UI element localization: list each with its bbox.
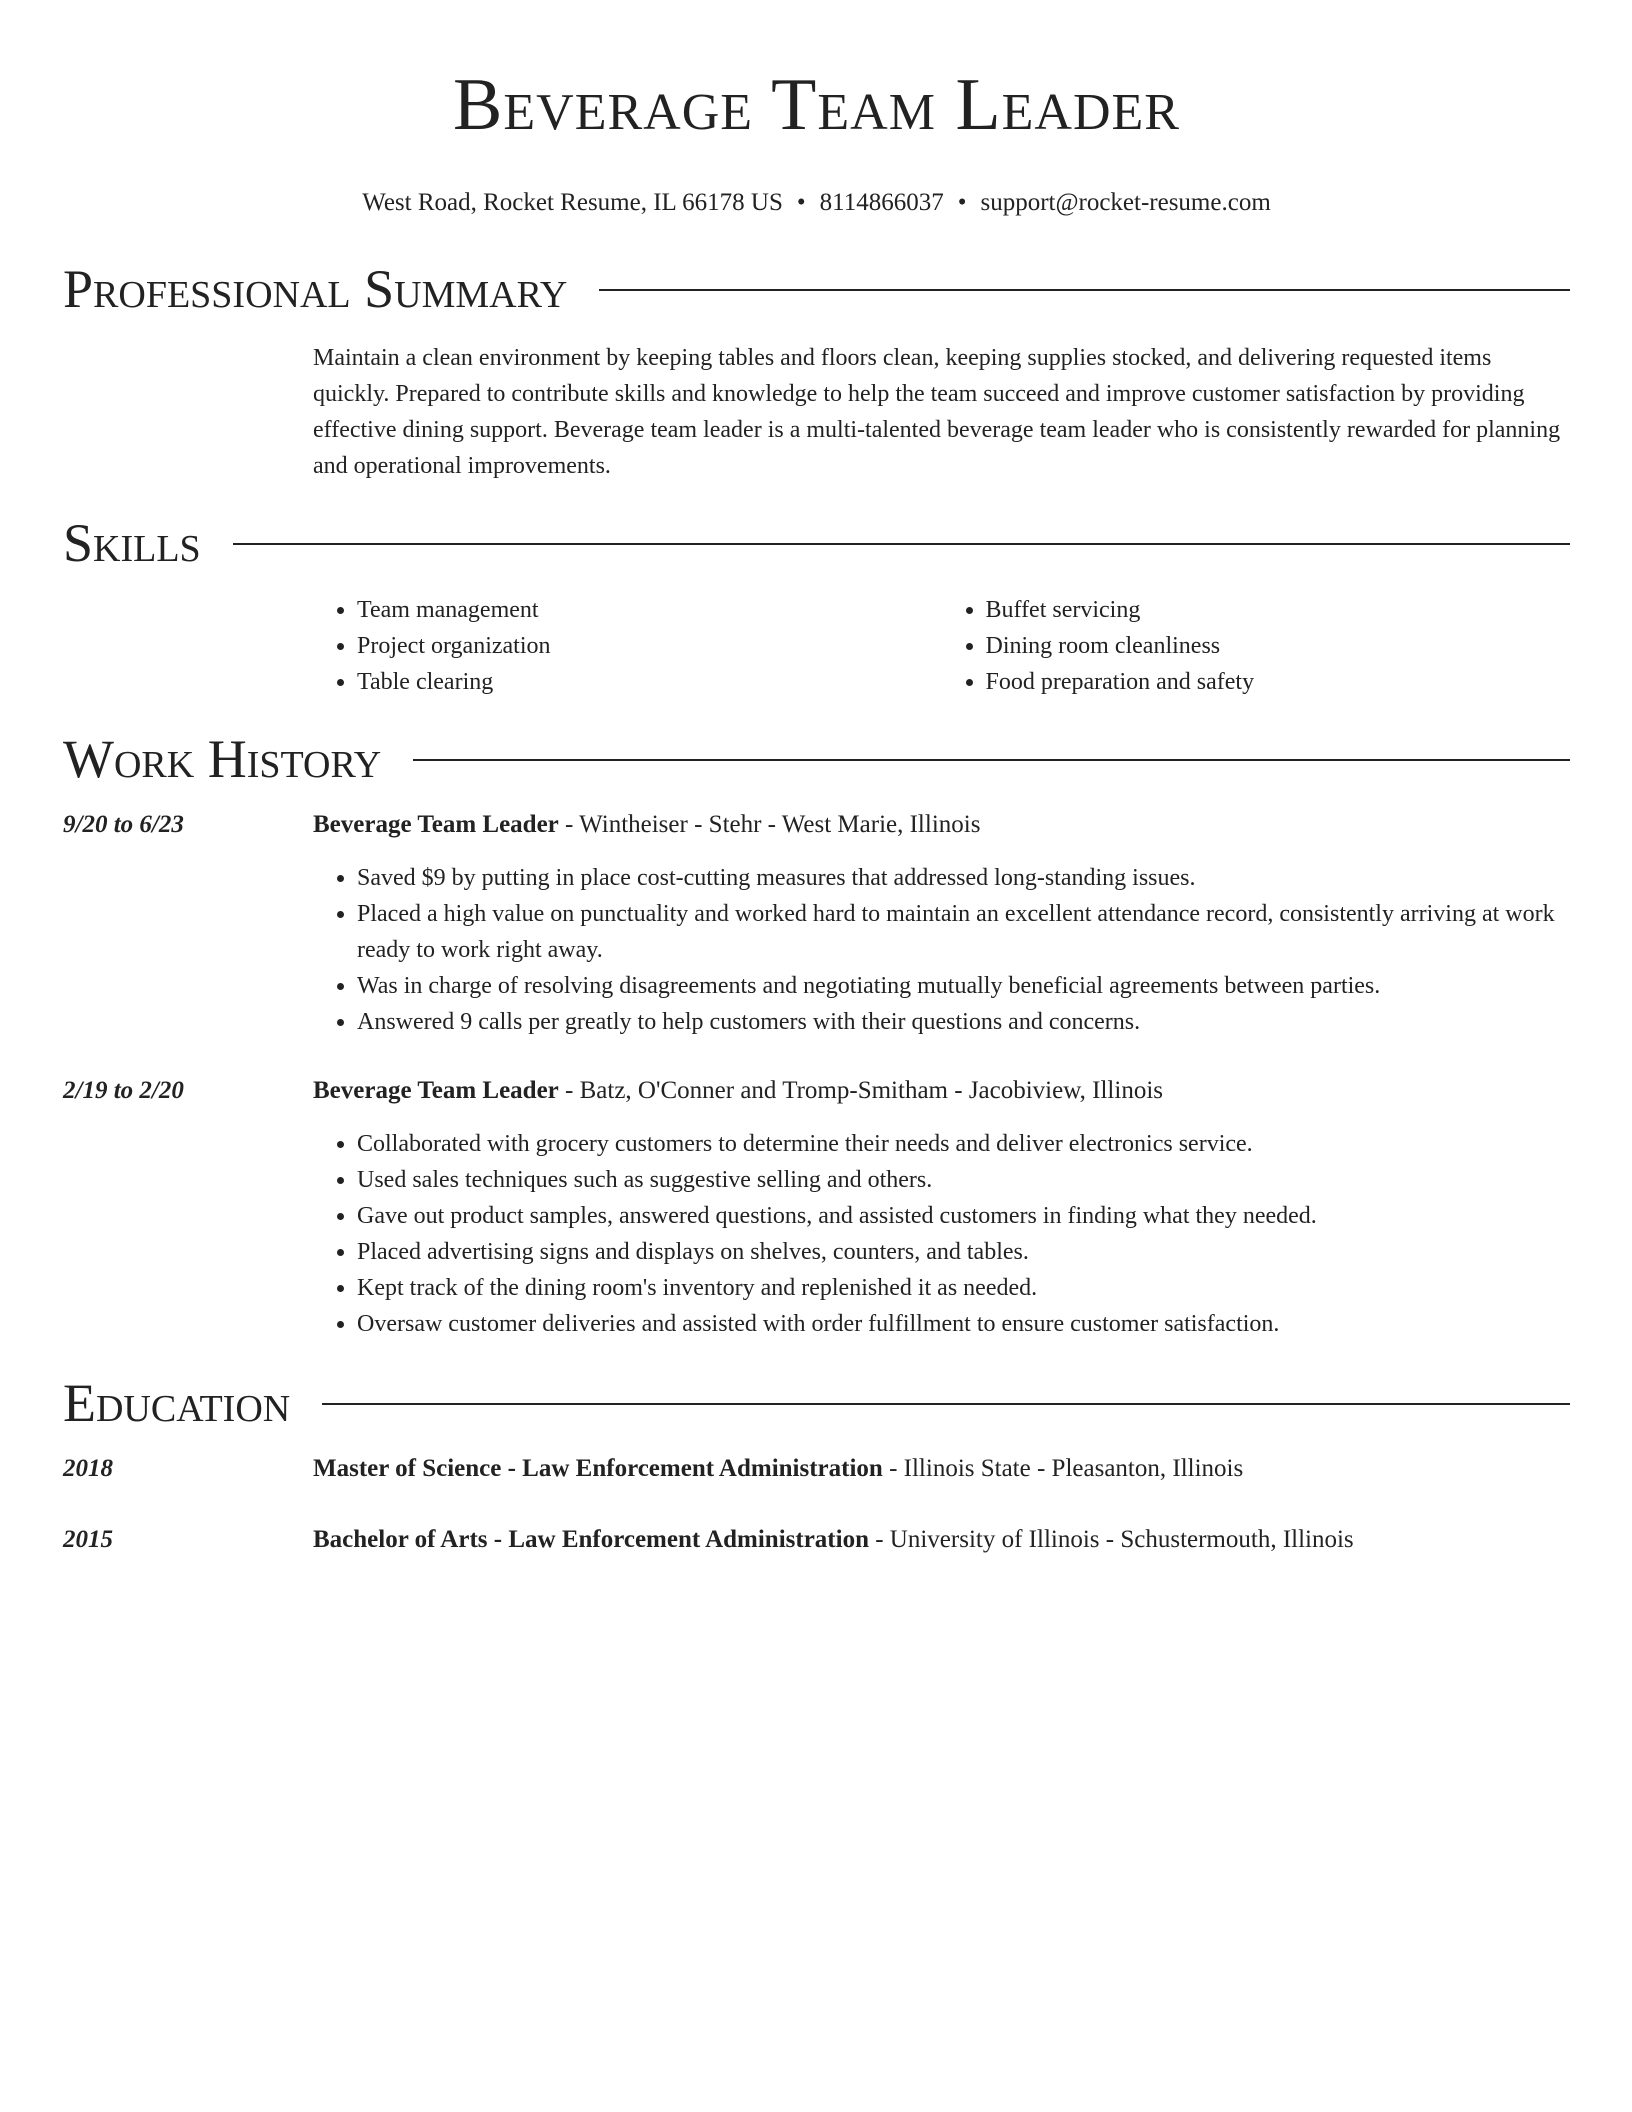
skill-item: • Food preparation and safety <box>986 664 1571 700</box>
education-section-title: Education <box>63 1373 291 1433</box>
job-bullet: • Saved $9 by putting in place cost-cutting measures that addressed long-standing issues. <box>357 860 1570 896</box>
skills-row <box>63 574 1570 700</box>
job-bullet: • Placed a high value on punctuality and worked hard to maintain an excellent attendance record, consistently arriving at work ready to work right away. <box>357 896 1570 968</box>
education-degree: Bachelor of Arts - Law Enforcement Administration <box>313 1526 869 1553</box>
skill-item: • Buffet servicing <box>986 592 1571 628</box>
job-bullet: • Gave out product samples, answered questions, and assisted customers in finding what they needed. <box>357 1198 1570 1234</box>
skill-item: • Table clearing <box>357 664 942 700</box>
education-section-header <box>63 1372 1570 1434</box>
job-bullets <box>313 860 1570 1040</box>
education-details: - Illinois State - Pleasanton, Illinois <box>882 1455 1244 1482</box>
summary-section-title: Professional Summary <box>63 259 568 319</box>
education-entry <box>63 1523 1570 1557</box>
job-bullet: • Placed advertising signs and displays on shelves, counters, and tables. <box>357 1234 1570 1270</box>
contact-separator: • <box>957 189 967 216</box>
work-section-header <box>63 728 1570 790</box>
skills-section-title: Skills <box>63 513 201 573</box>
candidate-name: Beverage Team Leader <box>453 64 1180 146</box>
education-year: 2015 <box>63 1526 113 1553</box>
section-divider <box>413 759 1570 761</box>
job-title-line <box>313 808 1570 842</box>
job-entry <box>63 808 1570 1040</box>
education-degree: Master of Science - Law Enforcement Administration <box>313 1455 883 1482</box>
skills-grid <box>313 592 1570 700</box>
job-bullet: • Was in charge of resolving disagreements and negotiating mutually beneficial agreements between parties. <box>357 968 1570 1004</box>
job-details: - Batz, O'Conner and Tromp-Smitham - Jacobiview, Illinois <box>558 1077 1163 1104</box>
job-content <box>313 1074 1570 1342</box>
job-dates: 9/20 to 6/23 <box>63 811 184 838</box>
job-bullet: • Oversaw customer deliveries and assisted with order fulfillment to ensure customer satisfaction. <box>357 1306 1570 1342</box>
work-section-title: Work History <box>63 729 382 789</box>
education-entry <box>63 1452 1570 1486</box>
job-position: Beverage Team Leader <box>313 811 559 838</box>
skill-item: • Dining room cleanliness <box>986 628 1571 664</box>
education-year: 2018 <box>63 1455 113 1482</box>
skills-section-header <box>63 512 1570 574</box>
education-line <box>313 1452 1570 1486</box>
skills-list-right <box>942 592 1571 700</box>
contact-phone: 8114866037 <box>819 189 944 216</box>
education-line <box>313 1523 1570 1557</box>
section-divider <box>233 543 1570 545</box>
job-bullets <box>313 1126 1570 1342</box>
skill-item: • Team management <box>357 592 942 628</box>
job-bullet: • Kept track of the dining room's inventory and replenished it as needed. <box>357 1270 1570 1306</box>
skill-item: • Project organization <box>357 628 942 664</box>
summary-text: Maintain a clean environment by keeping tables and floors clean, keeping supplies stocked, and delivering requested items quickly. Prepared to contribute skills and knowledge to help the team succeed and improve customer satisfaction by providing effective dining support. Beverage team leader is a multi-talented beverage team leader who is consistently rewarded for planning and operational improvements. <box>313 345 1561 479</box>
job-bullet: • Collaborated with grocery customers to determine their needs and deliver electronics service. <box>357 1126 1570 1162</box>
job-position: Beverage Team Leader <box>313 1077 559 1104</box>
job-bullet: • Used sales techniques such as suggestive selling and others. <box>357 1162 1570 1198</box>
summary-section-header <box>63 258 1570 320</box>
contact-info <box>63 188 1570 218</box>
education-details: - University of Illinois - Schustermouth, Illinois <box>868 1526 1354 1553</box>
contact-email: support@rocket-resume.com <box>980 189 1271 216</box>
contact-separator: • <box>796 189 806 216</box>
contact-address: West Road, Rocket Resume, IL 66178 US <box>362 189 783 216</box>
job-content <box>313 808 1570 1040</box>
job-details: - Wintheiser - Stehr - West Marie, Illinois <box>558 811 981 838</box>
section-divider <box>599 289 1570 291</box>
section-divider <box>322 1403 1570 1405</box>
summary-row <box>63 340 1570 484</box>
job-entry <box>63 1074 1570 1342</box>
skills-list-left <box>313 592 942 700</box>
job-title-line <box>313 1074 1570 1108</box>
job-bullet: • Answered 9 calls per greatly to help customers with their questions and concerns. <box>357 1004 1570 1040</box>
job-dates: 2/19 to 2/20 <box>63 1077 184 1104</box>
